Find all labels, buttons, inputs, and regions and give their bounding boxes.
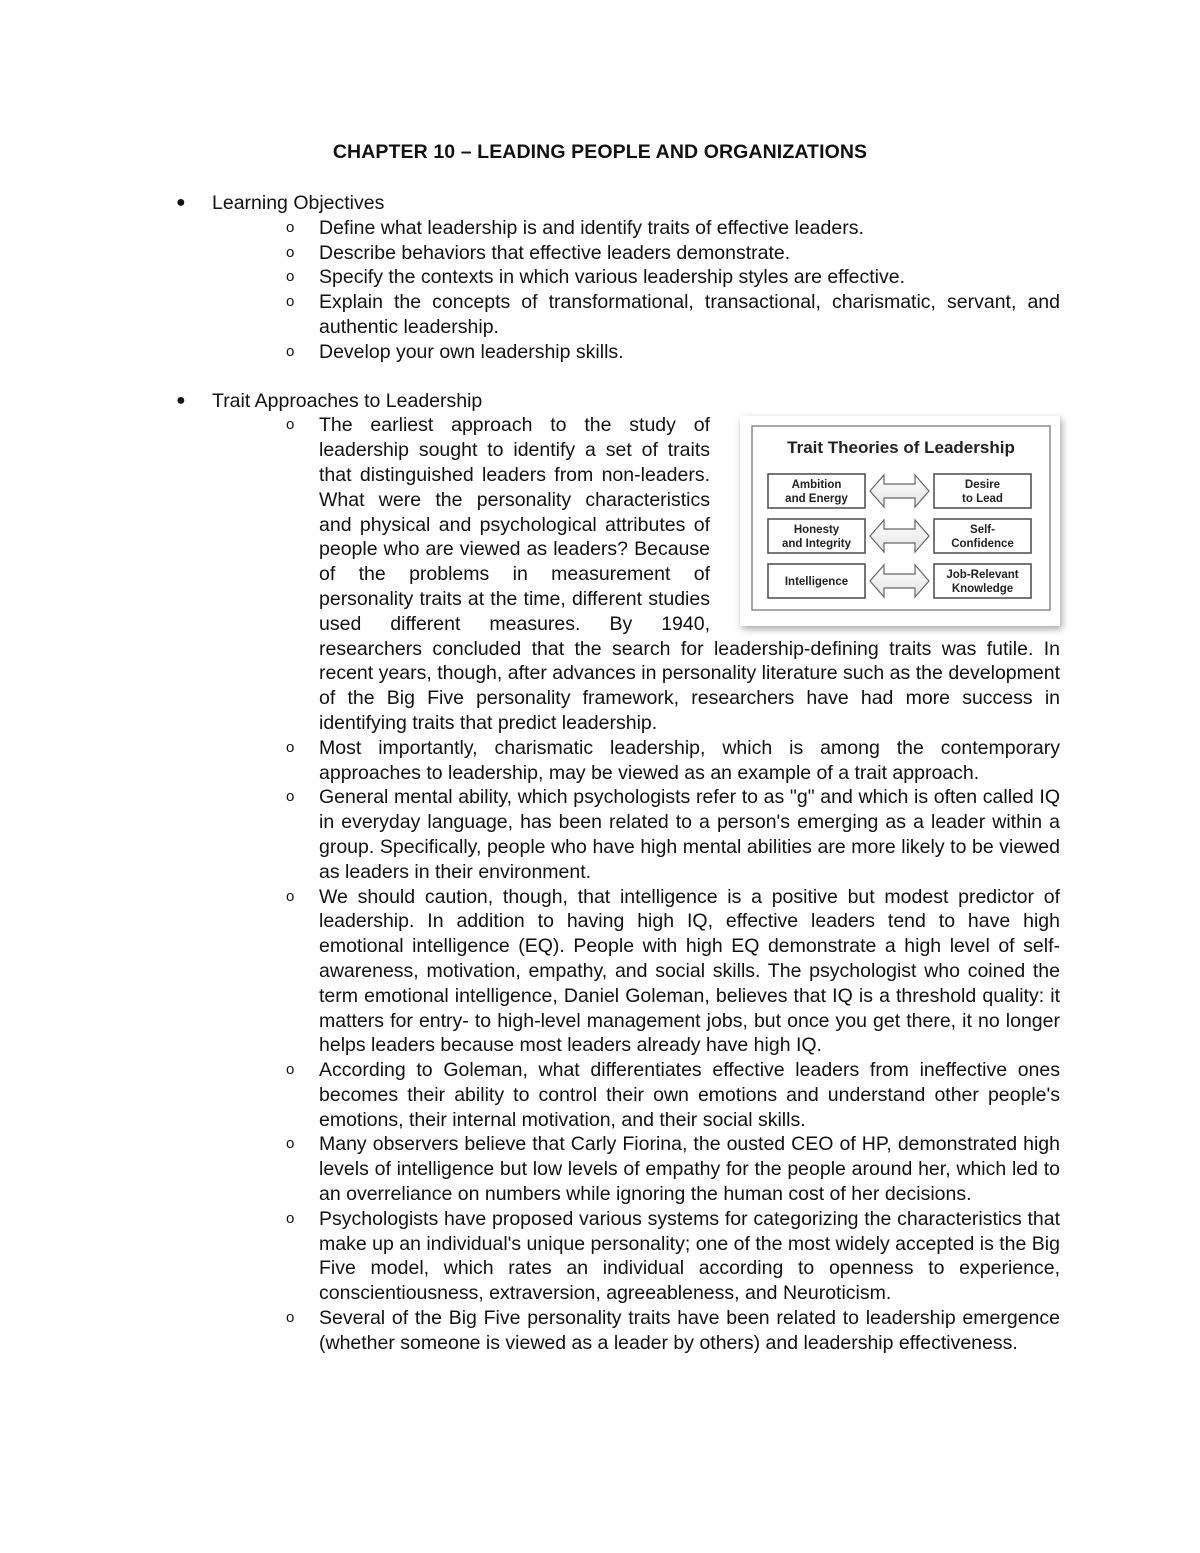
section-heading: Learning Objectives [212,192,385,214]
circle-bullet-icon: o [286,268,295,286]
trait-left-0-label: Ambition [791,479,842,492]
trait-left-1-label: Honesty [793,524,840,537]
circle-bullet-icon: o [286,738,295,756]
list-item: o Several of the Big Five personality traits have been related to leadership emergence (whether someone is viewed as a leader by others) and leadership effectiveness. [286,1307,1060,1354]
trait-right-2-label: Knowledge [951,583,1014,596]
list-item: o Develop your own leadership skills. [286,340,624,363]
trait-left-1-label: and Integrity [781,538,852,551]
objectives-list [212,216,1060,365]
section-learning-objectives [176,191,1060,365]
circle-bullet-icon: o [286,243,295,261]
section-heading: Trait Approaches to Leadership [212,389,483,412]
list-item: o Define what leadership is and identify traits of effective leaders. [286,216,864,239]
bullet-icon: ● [176,391,186,409]
list-item: o General mental ability, which psychologists refer to as "g" and which is often called IQ in everyday language, has been related to a person's emerging as a leader within a group. Specifically, people who have high mental abilities are more likely to be viewed as leaders in their environment. [286,786,1060,883]
circle-bullet-icon: o [286,1209,295,1227]
trait-right-0-label: to Lead [962,493,1003,506]
trait-right-2-label: Job-Relevant [946,569,1019,582]
trait-right-1-label: Self- [970,524,995,537]
diagram-title: Trait Theories of Leadership [787,438,1015,458]
trait-approaches-list [212,413,1060,1355]
section-trait-approaches [176,389,1060,1356]
list-item: o Trait Theories of Leadership Ambition and Energy Desire to Lead Honesty and Integrity Self- Confidence Intelligence Job-Relevant Knowledge The earliest approach to the study of leadership sought to identify a set of traits that distinguished leaders from non-leaders. What were the personality characteristics and physical and psychological attributes of people who are viewed as leaders? Because of the problems in measurement of personality traits at the time, different studies used different measures. By 1940, researchers concluded that the search for leadership-defining traits was futile. In recent years, though, after advances in personality literature such as the development of the Big Five personality framework, researchers have had more success in identifying traits that predict leadership. [286,414,1060,734]
trait-theories-diagram [740,416,1060,626]
list-item: o Explain the concepts of transformational, transactional, charismatic, servant, and authentic leadership. [286,291,1060,338]
trait-right-0-label: Desire [964,479,1001,492]
document-body [176,191,1060,1356]
list-item: o Many observers believe that Carly Fiorina, the ousted CEO of HP, demonstrated high levels of intelligence but low levels of empathy for the people around her, which led to an overreliance on numbers while ignoring the human cost of her decisions. [286,1133,1060,1206]
bullet-icon: ● [176,194,186,211]
circle-bullet-icon: o [286,1061,295,1079]
trait-left-0-label: and Energy [785,493,848,506]
circle-bullet-icon: o [286,1309,295,1327]
list-item: o Most importantly, charismatic leadership, which is among the contemporary approaches to leadership, may be viewed as an example of a trait approach. [286,736,1060,784]
trait-theories-figure [740,416,1060,626]
list-item: o Specify the contexts in which various leadership styles are effective. [286,266,906,289]
list-item: o According to Goleman, what differentiates effective leaders from ineffective ones becomes their ability to control their own emotions and understand other people's emotions, their internal motivation, and their social skills. [286,1059,1060,1131]
circle-bullet-icon: o [286,342,295,360]
trait-right-1-label: Confidence [951,538,1014,551]
circle-bullet-icon: o [286,293,295,311]
chapter-title: CHAPTER 10 – LEADING PEOPLE AND ORGANIZATIONS [332,141,868,163]
circle-bullet-icon: o [286,788,295,806]
trait-left-2-label: Intelligence [784,576,849,589]
circle-bullet-icon: o [286,416,295,434]
list-item: o Psychologists have proposed various systems for categorizing the characteristics that make up an individual's unique personality; one of the most widely accepted is the Big Five model, which rates an individual according to openness to experience, conscientiousness, extraversion, agreeableness, and Neuroticism. [286,1207,1060,1305]
list-item: o We should caution, though, that intelligence is a positive but modest predictor of leadership. In addition to having high IQ, effective leaders tend to have high emotional intelligence (EQ). People with high EQ demonstrate a high level of self-awareness, motivation, empathy, and social skills. The psychologist who coined the term emotional intelligence, Daniel Goleman, believes that IQ is a threshold quality: it matters for entry- to high-level management jobs, but once you get there, it no longer helps leaders because most leaders already have high IQ. [286,885,1060,1057]
list-item: o Describe behaviors that effective leaders demonstrate. [286,241,791,264]
circle-bullet-icon: o [286,887,295,905]
circle-bullet-icon: o [286,1135,295,1153]
circle-bullet-icon: o [286,218,295,236]
